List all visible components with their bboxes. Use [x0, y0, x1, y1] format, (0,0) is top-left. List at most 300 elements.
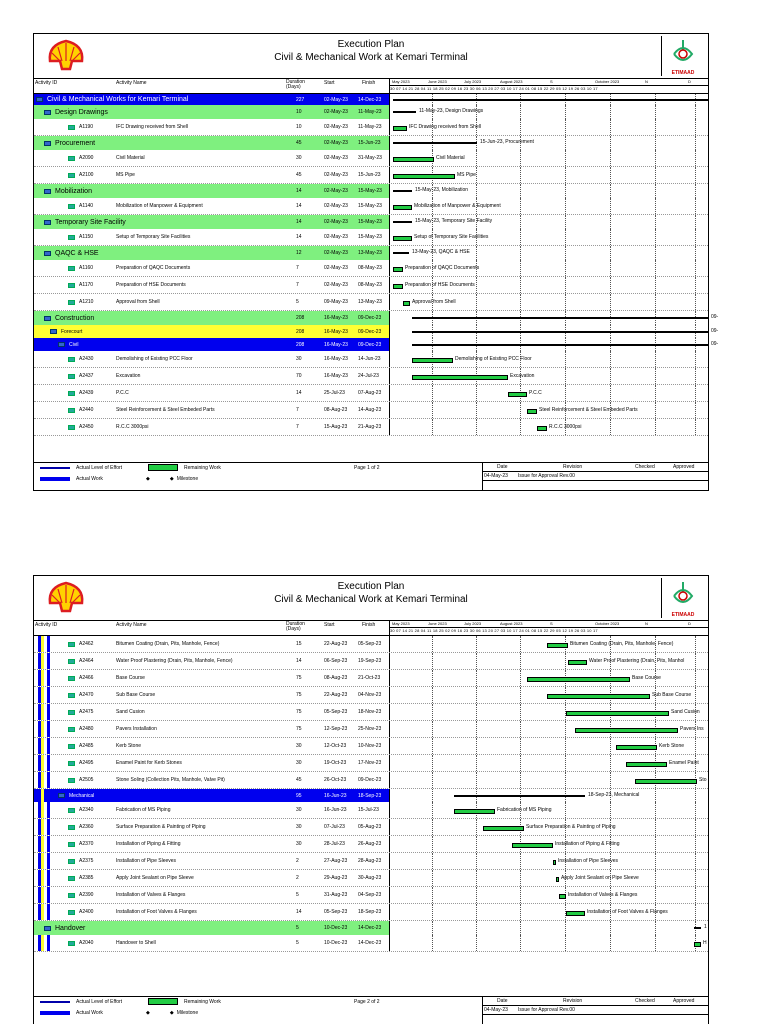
activity-row[interactable] — [34, 738, 708, 755]
activity-id-text: A2485 — [79, 743, 94, 749]
title-line: Execution Plan — [337, 39, 405, 50]
activity-id-text: Design Drawings — [55, 108, 108, 116]
activity-start-cell: 07-Jul-23 — [324, 824, 345, 830]
wbs-indent-strip — [41, 887, 44, 903]
timeline-gridline — [476, 704, 477, 720]
col-start: Start — [324, 622, 335, 628]
activity-row[interactable] — [34, 887, 708, 904]
activity-dur-cell: 14 — [296, 390, 302, 396]
timeline-gridline — [520, 105, 521, 119]
remaining-work-bar[interactable] — [547, 694, 650, 699]
activity-start-cell: 02-May-23 — [324, 234, 348, 240]
title-line: Execution Plan — [337, 581, 405, 592]
gantt-cell — [389, 229, 708, 245]
timeline-gridline — [432, 887, 433, 903]
activity-id-cell — [68, 772, 116, 788]
activity-id-cell — [68, 277, 116, 293]
activity-id-cell — [68, 887, 116, 903]
timeline-gridline — [476, 636, 477, 652]
activity-row[interactable] — [34, 687, 708, 704]
activity-dur-cell: 14 — [296, 219, 302, 225]
timeline-month-label: S — [550, 621, 553, 626]
timeline-month-label: S — [550, 79, 553, 84]
wbs-indent-strip — [41, 819, 44, 835]
activity-row[interactable] — [34, 870, 708, 887]
activity-dur-cell: 7 — [296, 407, 299, 413]
activity-dur-cell: 14 — [296, 234, 302, 240]
bar-label: Water Proof Plastering (Drain, Pits, Manhol — [589, 657, 685, 664]
remaining-work-bar[interactable] — [412, 375, 508, 380]
timeline-gridline — [520, 887, 521, 903]
remaining-work-bar[interactable] — [512, 843, 553, 848]
wbs-summary-row[interactable] — [34, 136, 708, 150]
gantt-cell — [389, 419, 708, 435]
gantt-cell — [389, 385, 708, 401]
activity-name-cell: Water Proof Plastering (Drain, Pits, Manhole, Fence) — [116, 658, 233, 664]
bar-label: Mobilization of Manpower & Equipment — [414, 202, 501, 209]
timeline-gridline — [695, 215, 696, 229]
timeline-gridline — [695, 385, 696, 401]
activity-id-text: A2464 — [79, 658, 94, 664]
task-icon — [68, 825, 75, 830]
timeline-gridline — [565, 351, 566, 367]
timeline-gridline — [432, 738, 433, 754]
activity-id-text: A2040 — [79, 940, 94, 946]
activity-id-cell — [36, 94, 284, 105]
activity-row[interactable] — [34, 294, 708, 311]
activity-row[interactable] — [34, 351, 708, 368]
timeline-gridline — [695, 853, 696, 869]
rev-revision: Issue for Approval Rev.00 — [518, 473, 575, 479]
wbs-folder-icon — [44, 316, 51, 321]
wbs-summary-row[interactable] — [34, 184, 708, 198]
activity-name-cell: Installation of Foot Valves & Flanges — [116, 909, 197, 915]
activity-row[interactable] — [34, 260, 708, 277]
activity-row[interactable] — [34, 229, 708, 246]
activity-row[interactable] — [34, 670, 708, 687]
timeline-gridline — [476, 870, 477, 886]
legend-actual-level — [40, 465, 122, 471]
activity-row[interactable] — [34, 721, 708, 738]
remaining-work-bar[interactable] — [483, 826, 524, 831]
gantt-cell — [389, 836, 708, 852]
timeline-gridline — [432, 853, 433, 869]
col-finish: Finish — [362, 622, 376, 628]
actual-work-swatch — [40, 477, 70, 481]
timeline-gridline — [610, 294, 611, 310]
project-summary-bar[interactable] — [393, 99, 708, 101]
activity-row[interactable] — [34, 636, 708, 653]
column-header — [34, 621, 708, 636]
remaining-work-bar[interactable] — [568, 660, 587, 665]
timeline-gridline — [655, 836, 656, 852]
activity-id-text: Civil & Mechanical Works for Kemari Terminal — [47, 96, 189, 103]
timeline-header — [389, 79, 708, 93]
task-icon — [68, 859, 75, 864]
timeline-gridline — [520, 904, 521, 920]
remaining-work-bar[interactable] — [393, 267, 403, 272]
gantt-cell — [389, 402, 708, 418]
activity-finish-cell: 13-May-23 — [358, 250, 382, 256]
activity-name-cell: Excavation — [116, 373, 141, 379]
wbs-indent-strip — [47, 772, 50, 788]
wbs-folder-icon — [44, 110, 51, 115]
wbs-summary-row[interactable] — [34, 789, 708, 802]
remaining-work-bar[interactable] — [393, 174, 455, 179]
actual-work-swatch — [40, 1011, 70, 1015]
summary-bar[interactable] — [393, 111, 416, 113]
activity-name-cell: R.C.C 3000psi — [116, 424, 149, 430]
timeline-gridline — [695, 150, 696, 166]
bar-label: Pavers Ins — [680, 725, 704, 732]
remaining-work-bar[interactable] — [393, 205, 412, 210]
activity-finish-cell: 13-May-23 — [358, 299, 382, 305]
remaining-work-bar[interactable] — [566, 911, 585, 916]
activity-id-cell — [68, 935, 116, 951]
timeline-gridline — [695, 277, 696, 293]
remaining-work-bar[interactable] — [566, 711, 669, 716]
activity-row[interactable] — [34, 368, 708, 385]
activity-finish-cell: 08-May-23 — [358, 282, 382, 288]
timeline-gridline — [655, 150, 656, 166]
activity-dur-cell: 208 — [296, 328, 305, 335]
activity-dur-cell: 95 — [296, 792, 302, 799]
timeline-gridline — [695, 351, 696, 367]
legend-remaining — [148, 464, 221, 471]
summary-bar-label: 1 — [704, 924, 707, 930]
activity-row[interactable] — [34, 836, 708, 853]
activity-finish-cell: 04-Nov-23 — [358, 692, 382, 698]
gantt-cell — [389, 167, 708, 183]
activity-start-cell: 16-May-23 — [324, 341, 348, 348]
timeline-gridline — [655, 419, 656, 435]
rev-checked-header: Checked — [635, 464, 655, 470]
wbs-folder-icon — [44, 251, 51, 256]
activity-row[interactable] — [34, 819, 708, 836]
wbs-indent-strip — [41, 789, 44, 802]
timeline-gridline — [432, 721, 433, 737]
gantt-cell — [389, 105, 708, 119]
timeline-gridline — [610, 105, 611, 119]
activity-id-cell — [68, 351, 116, 367]
activity-row[interactable] — [34, 853, 708, 870]
col-activity-name: Activity Name — [116, 622, 147, 628]
page-header — [34, 576, 708, 621]
timeline-month-label: October 2023 — [595, 621, 620, 626]
activity-name-cell: P.C.C — [116, 390, 129, 396]
activity-name-cell: MS Pipe — [116, 172, 135, 178]
bar-label: Steel Reinforcement & Steel Embeded Parts — [539, 406, 638, 413]
timeline-gridline — [655, 246, 656, 260]
wbs-summary-row[interactable] — [34, 246, 708, 260]
summary-bar[interactable] — [393, 190, 412, 192]
timeline-gridline — [432, 904, 433, 920]
timeline-gridline — [432, 921, 433, 935]
timeline-gridline — [655, 198, 656, 214]
timeline-gridline — [432, 836, 433, 852]
remaining-work-bar[interactable] — [393, 236, 412, 241]
timeline-gridline — [565, 198, 566, 214]
bar-label: R.C.C 3000psi — [549, 423, 582, 430]
activity-id-cell — [44, 311, 284, 325]
activity-row[interactable] — [34, 402, 708, 419]
remaining-work-bar[interactable] — [556, 877, 559, 882]
activity-row[interactable] — [34, 150, 708, 167]
activity-row[interactable] — [34, 277, 708, 294]
activity-start-cell: 31-Aug-23 — [324, 892, 348, 898]
task-icon — [68, 156, 75, 161]
wbs-indent-strip — [47, 670, 50, 686]
wbs-summary-row[interactable] — [34, 921, 708, 935]
bar-label: Installation of Valves & Flanges — [568, 891, 638, 898]
activity-start-cell: 16-May-23 — [324, 373, 348, 379]
summary-bar[interactable] — [412, 331, 708, 333]
timeline-gridline — [655, 277, 656, 293]
activity-dur-cell: 7 — [296, 265, 299, 271]
timeline-gridline — [655, 229, 656, 245]
activity-id-cell — [68, 670, 116, 686]
activity-id-text: A2466 — [79, 675, 94, 681]
activity-dur-cell: 2 — [296, 858, 299, 864]
timeline-gridline — [695, 229, 696, 245]
timeline-gridline — [520, 721, 521, 737]
subtitle-line: Civil & Mechanical Work at Kemari Terminal — [274, 52, 468, 63]
timeline-gridline — [655, 819, 656, 835]
activity-row[interactable] — [34, 385, 708, 402]
summary-bar[interactable] — [393, 252, 409, 254]
milestone-diamond-icon: ◆ — [146, 1010, 150, 1016]
timeline-months — [390, 621, 708, 628]
activity-id-text: A2390 — [79, 892, 94, 898]
summary-bar[interactable] — [412, 344, 708, 346]
activity-name-cell: Fabrication of MS Piping — [116, 807, 171, 813]
activity-id-text: A2439 — [79, 390, 94, 396]
activity-finish-cell: 14-Jun-23 — [358, 356, 381, 362]
rev-revision-header: Revision — [563, 464, 583, 470]
wbs-summary-row[interactable] — [34, 311, 719, 325]
page-footer — [34, 462, 708, 490]
timeline-month-label: July 2023 — [464, 621, 482, 626]
activity-id-cell — [68, 294, 116, 310]
remaining-work-bar[interactable] — [527, 677, 630, 682]
remaining-work-bar[interactable] — [403, 301, 410, 306]
remaining-work-bar[interactable] — [508, 392, 527, 397]
timeline-gridline — [432, 802, 433, 818]
activity-start-cell: 22-Aug-23 — [324, 641, 348, 647]
wbs-summary-row[interactable] — [34, 338, 719, 351]
remaining-work-bar[interactable] — [575, 728, 678, 733]
wbs-indent-strip — [47, 653, 50, 669]
remaining-work-bar[interactable] — [553, 860, 556, 865]
activity-finish-cell: 15-May-23 — [358, 188, 382, 194]
wbs-summary-row[interactable] — [34, 215, 708, 229]
remaining-work-bar[interactable] — [547, 643, 568, 648]
activity-dur-cell: 7 — [296, 282, 299, 288]
rev-approved-header: Approved — [673, 998, 695, 1004]
timeline-gridline — [565, 755, 566, 771]
col-activity-id: Activity ID — [35, 622, 58, 628]
activity-finish-cell: 11-May-23 — [358, 124, 382, 130]
activity-id-cell — [68, 198, 116, 214]
wbs-summary-row[interactable] — [34, 325, 719, 338]
activity-name-cell: Mobilization of Manpower & Equipment — [116, 203, 203, 209]
legend-text: Milestone — [176, 476, 199, 482]
activity-id-cell — [68, 402, 116, 418]
activity-row[interactable] — [34, 935, 708, 952]
timeline-gridline — [655, 105, 656, 119]
activity-id-text: A2450 — [79, 424, 94, 430]
timeline-gridline — [520, 229, 521, 245]
actual-level-swatch — [40, 1001, 70, 1003]
wbs-folder-icon — [58, 342, 65, 347]
activity-id-cell — [68, 385, 116, 401]
activity-id-text: Construction — [55, 314, 95, 322]
remaining-work-bar[interactable] — [635, 779, 697, 784]
wbs-summary-row[interactable] — [34, 94, 708, 105]
timeline-month-label: June 2023 — [428, 79, 447, 84]
activity-row[interactable] — [34, 772, 708, 789]
activity-start-cell: 15-Aug-23 — [324, 424, 348, 430]
wbs-indent-strip — [41, 738, 44, 754]
timeline-gridline — [476, 385, 477, 401]
task-icon — [68, 693, 75, 698]
col-duration: Duration (Days) — [286, 621, 305, 632]
gantt-cell — [389, 636, 708, 652]
timeline-gridline — [520, 167, 521, 183]
activity-id-text: A2437 — [79, 373, 94, 379]
activity-row[interactable] — [34, 755, 708, 772]
timeline-gridline — [610, 136, 611, 150]
timeline-gridline — [432, 755, 433, 771]
schedule-page-1 — [33, 33, 719, 491]
gantt-cell — [389, 653, 708, 669]
timeline-gridline — [565, 184, 566, 198]
activity-dur-cell: 30 — [296, 743, 302, 749]
timeline-gridline — [695, 738, 696, 754]
activity-row[interactable] — [34, 119, 708, 136]
bar-label: IFC Drawing received from Shell — [409, 123, 481, 130]
activity-start-cell: 02-May-23 — [324, 250, 348, 256]
activity-finish-cell: 14-Dec-23 — [358, 925, 382, 931]
summary-bar-label: 09- — [711, 314, 719, 320]
timeline-gridline — [655, 802, 656, 818]
timeline-gridline — [520, 246, 521, 260]
remaining-work-bar[interactable] — [393, 126, 407, 131]
timeline-gridline — [695, 184, 696, 198]
remaining-work-bar[interactable] — [412, 358, 453, 363]
activity-finish-cell: 28-Aug-23 — [358, 858, 382, 864]
summary-bar[interactable] — [412, 317, 708, 319]
remaining-work-bar[interactable] — [527, 409, 537, 414]
rev-checked-header: Checked — [635, 998, 655, 1004]
remaining-work-bar[interactable] — [626, 762, 667, 767]
remaining-work-bar[interactable] — [393, 157, 434, 162]
remaining-work-bar[interactable] — [454, 809, 495, 814]
activity-id-text: A2375 — [79, 858, 94, 864]
timeline-gridline — [695, 653, 696, 669]
activity-start-cell: 06-Sep-23 — [324, 658, 348, 664]
timeline-gridline — [655, 260, 656, 276]
activity-start-cell: 02-May-23 — [324, 265, 348, 271]
wbs-summary-row[interactable] — [34, 105, 708, 119]
etimaad-text: ETIMAAD — [671, 612, 695, 618]
activity-finish-cell: 26-Aug-23 — [358, 841, 382, 847]
activity-name-cell: Kerb Stone — [116, 743, 142, 749]
bar-label: Civil Material — [436, 154, 465, 161]
timeline-gridline — [655, 368, 656, 384]
activity-id-text: A1170 — [79, 282, 94, 288]
rev-approved-header: Approved — [673, 464, 695, 470]
activity-id-text: Procurement — [55, 139, 96, 147]
timeline-gridline — [476, 294, 477, 310]
remaining-work-bar[interactable] — [559, 894, 566, 899]
activity-row[interactable] — [34, 904, 708, 921]
activity-id-cell — [68, 119, 116, 135]
wbs-folder-icon — [58, 793, 65, 798]
task-icon — [68, 425, 75, 430]
activity-row[interactable] — [34, 419, 708, 436]
gantt-cell — [389, 338, 719, 351]
timeline-weeks: 30 07 14 21 28 04 11 18 25 02 09 16 23 30 06 13 20 27 03 10 17 24 01 08 15 22 29 05 12 19 26 03 10 17 — [390, 86, 598, 91]
bar-label: Sand Cusion — [671, 708, 700, 715]
timeline-gridline — [476, 402, 477, 418]
activity-start-cell: 08-Aug-23 — [324, 675, 348, 681]
task-icon — [68, 173, 75, 178]
activity-row[interactable] — [34, 704, 708, 721]
timeline-gridline — [476, 246, 477, 260]
timeline-gridline — [476, 738, 477, 754]
timeline-gridline — [476, 935, 477, 951]
summary-bar[interactable] — [393, 221, 412, 223]
remaining-work-bar[interactable] — [537, 426, 547, 431]
task-icon — [68, 125, 75, 130]
activity-id-text: A2340 — [79, 807, 94, 813]
remaining-swatch — [148, 464, 178, 471]
activity-id-cell — [44, 215, 284, 229]
activity-row[interactable] — [34, 167, 708, 184]
summary-bar[interactable] — [454, 795, 585, 797]
activity-finish-cell: 18-Sep-23 — [358, 909, 382, 915]
summary-bar[interactable] — [694, 927, 701, 929]
wbs-indent-strip — [47, 755, 50, 771]
activity-id-cell — [68, 853, 116, 869]
activity-finish-cell: 31-May-23 — [358, 155, 382, 161]
gantt-cell — [389, 184, 708, 198]
remaining-work-bar[interactable] — [694, 942, 701, 947]
activity-row[interactable] — [34, 198, 708, 215]
remaining-work-bar[interactable] — [616, 745, 657, 750]
timeline-gridline — [610, 184, 611, 198]
wbs-indent-strip — [41, 670, 44, 686]
activity-id-text: A2360 — [79, 824, 94, 830]
activity-finish-cell: 15-May-23 — [358, 203, 382, 209]
activity-row[interactable] — [34, 802, 708, 819]
activity-finish-cell: 09-Dec-23 — [358, 341, 382, 348]
activity-row[interactable] — [34, 653, 708, 670]
summary-bar[interactable] — [393, 142, 477, 144]
task-icon — [68, 842, 75, 847]
wbs-indent-strip — [47, 721, 50, 737]
timeline-header — [389, 621, 708, 635]
gantt-cell — [389, 311, 719, 325]
timeline-gridline — [610, 150, 611, 166]
timeline-gridline — [476, 904, 477, 920]
activity-id-cell — [68, 721, 116, 737]
remaining-work-bar[interactable] — [393, 284, 403, 289]
wbs-folder-icon — [50, 329, 57, 334]
bar-label: Fabrication of MS Piping — [497, 806, 552, 813]
activity-id-text: QAQC & HSE — [55, 249, 99, 257]
